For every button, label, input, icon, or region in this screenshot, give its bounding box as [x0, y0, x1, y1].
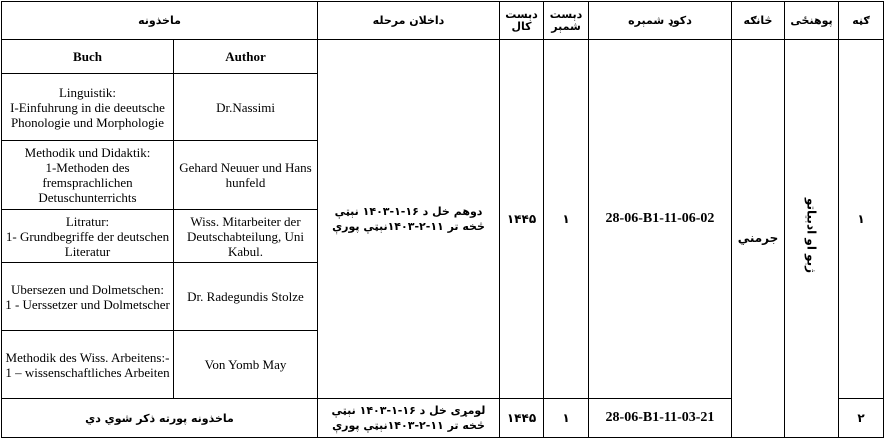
- row1-capacity-number: ۱: [544, 40, 589, 399]
- header-admission-stage: داخلان مرحله: [318, 2, 500, 40]
- subheader-author: Author: [174, 40, 318, 74]
- admission-table: [1, 1, 884, 438]
- subheader-book: Buch: [2, 40, 174, 74]
- row1-code-number: 28-06-B1-11-06-02: [589, 40, 732, 399]
- book-author: Dr. Radegundis Stolze: [174, 263, 318, 331]
- row2-admission-stage: لومړی خل د ۱۶-۱-۱۴۰۳ نېټې څخه تر ۱۱-۲-۱۴۰۳نېټې پورې: [318, 399, 500, 438]
- book-author: Wiss. Mitarbeiter der Deutschabteilung, Uni Kabul.: [174, 210, 318, 263]
- book-title: Methodik und Didaktik: 1-Methoden des fremsprachlichen Detuschunterrichts: [2, 141, 174, 210]
- book-author: Gehard Neuuer und Hans hunfeld: [174, 141, 318, 210]
- faculty-name: ژبو او ادبیاتو: [804, 198, 819, 274]
- faculty-cell: [785, 40, 839, 438]
- book-title: Litratur: 1- Grundbegriffe der deutschen Literatur: [2, 210, 174, 263]
- row2-total-capacity: ۱۴۴۵: [500, 399, 544, 438]
- header-department: څانګه: [732, 2, 785, 40]
- header-row-number: ګڼه: [839, 2, 884, 40]
- row2-number: ۲: [839, 399, 884, 438]
- row2-capacity-number: ۱: [544, 399, 589, 438]
- book-author: Dr.Nassimi: [174, 74, 318, 141]
- row1-admission-stage: دوهم خل د ۱۶-۱-۱۴۰۳ نېټې څخه تر ۱۱-۲-۱۴۰۳نېټې پورې: [318, 40, 500, 399]
- book-title: Ubersezen und Dolmetschen: 1 - Uerssetzer und Dolmetscher: [2, 263, 174, 331]
- row1-number: ۱: [839, 40, 884, 399]
- header-code-number: دکوډ شمېره: [589, 2, 732, 40]
- header-sources: ماخذونه: [2, 2, 318, 40]
- header-capacity-number: دېست شمېر: [544, 2, 589, 40]
- book-title: Linguistik: I-Einfuhrung in die deeutsche Phonologie und Morphologie: [2, 74, 174, 141]
- header-faculty: پوهنځی: [785, 2, 839, 40]
- row2-code-number: 28-06-B1-11-03-21: [589, 399, 732, 438]
- row1-total-capacity: ۱۴۴۵: [500, 40, 544, 399]
- row2-sources-note: ماخذونه پورته ذکر شوي دي: [2, 399, 318, 438]
- book-title: Methodik des Wiss. Arbeitens:- 1 – wissenschaftliches Arbeiten: [2, 331, 174, 399]
- book-author: Von Yomb May: [174, 331, 318, 399]
- department-cell: جرمني: [732, 40, 785, 438]
- header-total-capacity: دېست کال: [500, 2, 544, 40]
